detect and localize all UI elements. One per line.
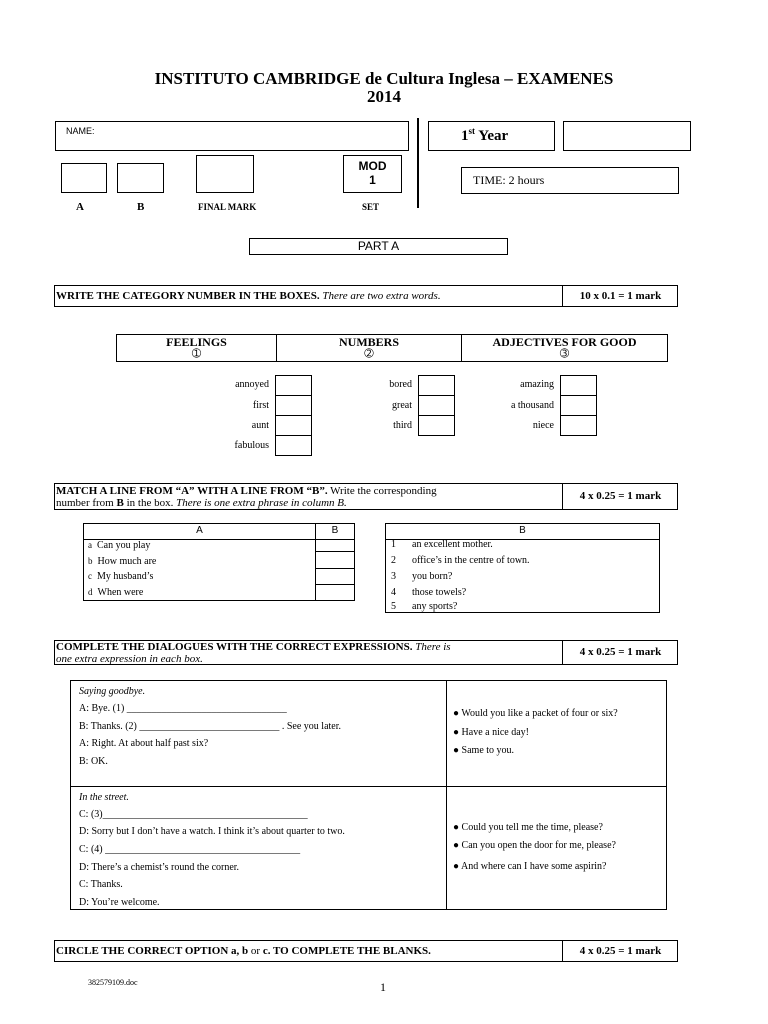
dialog2-line: C: Thanks. xyxy=(79,879,123,890)
category-number: ➀ xyxy=(191,348,202,360)
row-text: Can you play xyxy=(97,540,151,551)
option-text: Have a nice day! xyxy=(461,727,530,738)
section3-instruction xyxy=(56,641,561,665)
dialog2-line: C: (4) _______________________________________ xyxy=(79,844,301,855)
section1-bar xyxy=(54,285,678,307)
section4-bold1: CIRCLE THE CORRECT OPTION a, b xyxy=(56,945,249,957)
category-name: NUMBERS xyxy=(338,335,399,349)
dialog1-line: B: Thanks. (2) ____________________________ . See you later. xyxy=(79,721,342,732)
column-b-answer-header: B xyxy=(331,525,339,536)
dialog1-line: A: Right. At about half past six? xyxy=(79,738,209,749)
mod-number: 1 xyxy=(369,173,376,187)
section3-italic2: one extra expression in each box. xyxy=(56,653,203,665)
final-mark-box[interactable] xyxy=(196,155,254,193)
row-text: My husband’s xyxy=(97,571,154,582)
dialog2-line: D: You’re welcome. xyxy=(79,897,160,908)
mark-box-a[interactable] xyxy=(61,163,107,193)
word-item: fabulous xyxy=(234,440,269,451)
option-text: Can you open the door for me, please? xyxy=(461,840,616,851)
year-word: Year xyxy=(475,128,509,144)
word-item: bored xyxy=(389,379,412,390)
word-item: great xyxy=(392,400,412,411)
dialog-divider-h xyxy=(71,786,666,787)
category-name: FEELINGS xyxy=(166,335,227,349)
section1-instruction xyxy=(56,290,441,302)
row-letter: d xyxy=(88,587,93,597)
answer-box[interactable] xyxy=(418,375,455,396)
label-set: SET xyxy=(362,202,380,212)
label-a: A xyxy=(76,201,84,213)
name-label: NAME: xyxy=(66,126,95,136)
answer-box[interactable] xyxy=(560,375,597,396)
match-option xyxy=(391,601,458,612)
option-number: 4 xyxy=(391,587,396,598)
section1-bold: WRITE THE CATEGORY NUMBER IN THE BOXES. xyxy=(56,290,320,302)
section2-line2a: number from xyxy=(56,497,117,509)
section4-instruction xyxy=(56,945,431,957)
answer-box[interactable] xyxy=(275,375,312,396)
dialog2-line: C: (3)_________________________________________ xyxy=(79,809,308,820)
word-item: annoyed xyxy=(235,379,269,390)
row-letter: c xyxy=(88,571,92,581)
title-line2: 2014 xyxy=(367,87,401,106)
match-answer-boxes[interactable] xyxy=(314,551,354,600)
answer-box[interactable] xyxy=(275,395,312,416)
category-name: ADJECTIVES FOR GOOD xyxy=(492,335,637,349)
column-a-header: A xyxy=(196,525,203,536)
dialog2-option: ● Can you open the door for me, please? xyxy=(453,840,616,851)
match-option xyxy=(391,571,453,582)
row-letter: b xyxy=(88,556,93,566)
category-number: ➁ xyxy=(364,348,374,360)
section2-normal: Write the corresponding xyxy=(327,485,437,497)
section3-italic1: There is xyxy=(412,641,451,653)
match-option xyxy=(391,555,530,566)
match-option xyxy=(391,539,493,550)
answer-box[interactable] xyxy=(560,415,597,436)
option-text: any sports? xyxy=(412,601,458,612)
dialog2-option: ● And where can I have some aspirin? xyxy=(453,861,607,872)
mod-label: MOD xyxy=(358,159,387,173)
answer-box[interactable] xyxy=(418,395,455,416)
category-number: ➂ xyxy=(559,348,570,360)
dialog2-option: ● Could you tell me the time, please? xyxy=(453,822,603,833)
exam-title xyxy=(0,70,768,106)
vertical-divider xyxy=(417,118,419,208)
dialog1-option: ● Same to you. xyxy=(453,745,515,756)
option-text: office’s in the centre of town. xyxy=(412,555,530,566)
option-text: an excellent mother. xyxy=(412,539,493,550)
section4-bold2: c. xyxy=(262,945,271,957)
page-number: 1 xyxy=(380,980,386,994)
name-field[interactable] xyxy=(55,121,409,151)
time-label: TIME: 2 hours xyxy=(473,173,545,187)
option-text: Same to you. xyxy=(461,745,515,756)
word-item: first xyxy=(252,400,269,411)
word-item: amazing xyxy=(520,379,554,390)
dialog1-line: B: OK. xyxy=(79,756,108,767)
word-item: third xyxy=(393,420,412,431)
answer-box[interactable] xyxy=(560,395,597,416)
categories-table xyxy=(116,334,668,362)
word-item: aunt xyxy=(251,420,269,431)
label-b: B xyxy=(137,201,145,213)
part-a-heading: PART A xyxy=(249,238,508,255)
option-number: 1 xyxy=(391,539,396,550)
option-number: 2 xyxy=(391,555,396,566)
title-line1: INSTITUTO CAMBRIDGE de Cultura Inglesa – EXAMENES xyxy=(154,69,614,88)
section2-line2b: B xyxy=(116,497,124,509)
match-row-c xyxy=(88,571,153,582)
dialog-divider-v xyxy=(446,681,447,909)
dialog1-option: ● Have a nice day! xyxy=(453,727,530,738)
section4-normal: or xyxy=(248,945,263,957)
section2-instruction xyxy=(56,485,561,509)
section3-bar xyxy=(54,640,678,665)
match-option xyxy=(391,587,467,598)
section2-bold: MATCH A LINE FROM “A” WITH A LINE FROM “B”. xyxy=(56,485,328,497)
section4-mark: 4 x 0.25 = 1 mark xyxy=(579,945,662,957)
section4-bold3: TO COMPLETE THE BLANKS. xyxy=(270,945,431,957)
match-table-b xyxy=(385,523,660,613)
dialog1-option: ● Would you like a packet of four or six? xyxy=(453,708,618,719)
option-text: Could you tell me the time, please? xyxy=(461,822,603,833)
year-box xyxy=(428,121,555,151)
option-text: those towels? xyxy=(412,587,467,598)
column-b-header: B xyxy=(519,525,526,536)
section4-bar xyxy=(54,940,678,962)
section2-mark: 4 x 0.25 = 1 mark xyxy=(579,490,662,502)
row-text: When were xyxy=(97,587,144,598)
dialog2-title: In the street. xyxy=(79,792,129,803)
dialog1-title: Saying goodbye. xyxy=(79,686,146,697)
option-number: 3 xyxy=(391,571,396,582)
footer-doc-name: 382579109.doc xyxy=(88,978,138,987)
option-text: you born? xyxy=(412,571,453,582)
word-item: niece xyxy=(532,420,554,431)
mark-box-b[interactable] xyxy=(117,163,164,193)
answer-box[interactable] xyxy=(275,435,312,456)
category-adjectives xyxy=(462,336,667,360)
option-text: Would you like a packet of four or six? xyxy=(461,708,618,719)
answer-box[interactable] xyxy=(275,415,312,436)
row-letter: a xyxy=(88,540,92,550)
category-feelings xyxy=(117,336,276,360)
section3-bold: COMPLETE THE DIALOGUES WITH THE CORRECT EXPRESSIONS. xyxy=(56,641,413,653)
section1-italic: There are two extra words. xyxy=(319,290,441,302)
year-number: 1 xyxy=(461,128,469,144)
answer-box[interactable] xyxy=(418,415,455,436)
label-final-mark: FINAL MARK xyxy=(198,202,257,212)
section1-mark: 10 x 0.1 = 1 mark xyxy=(579,290,662,302)
year-suffix: st xyxy=(468,126,475,136)
section2-italic: There is one extra phrase in column B. xyxy=(176,497,347,509)
category-numbers xyxy=(277,336,461,360)
year-mark-box[interactable] xyxy=(563,121,691,151)
option-number: 5 xyxy=(391,601,396,612)
dialog2-line: D: Sorry but I don’t have a watch. I think it’s about quarter to two. xyxy=(79,826,345,837)
match-row-d xyxy=(88,587,143,598)
word-item: a thousand xyxy=(510,400,554,411)
dialog1-line: A: Bye. (1) ________________________________ xyxy=(79,703,287,714)
match-row-b xyxy=(88,556,156,567)
section3-mark: 4 x 0.25 = 1 mark xyxy=(579,646,662,658)
section2-bar xyxy=(54,483,678,510)
year-label xyxy=(461,126,508,145)
dialog2-line: D: There’s a chemist’s round the corner. xyxy=(79,862,240,873)
row-text: How much are xyxy=(97,556,157,567)
section2-line2c: in the box. xyxy=(123,497,177,509)
option-text: And where can I have some aspirin? xyxy=(461,861,607,872)
time-box xyxy=(461,167,679,194)
match-row-a xyxy=(88,540,150,551)
mod-box xyxy=(343,155,402,193)
